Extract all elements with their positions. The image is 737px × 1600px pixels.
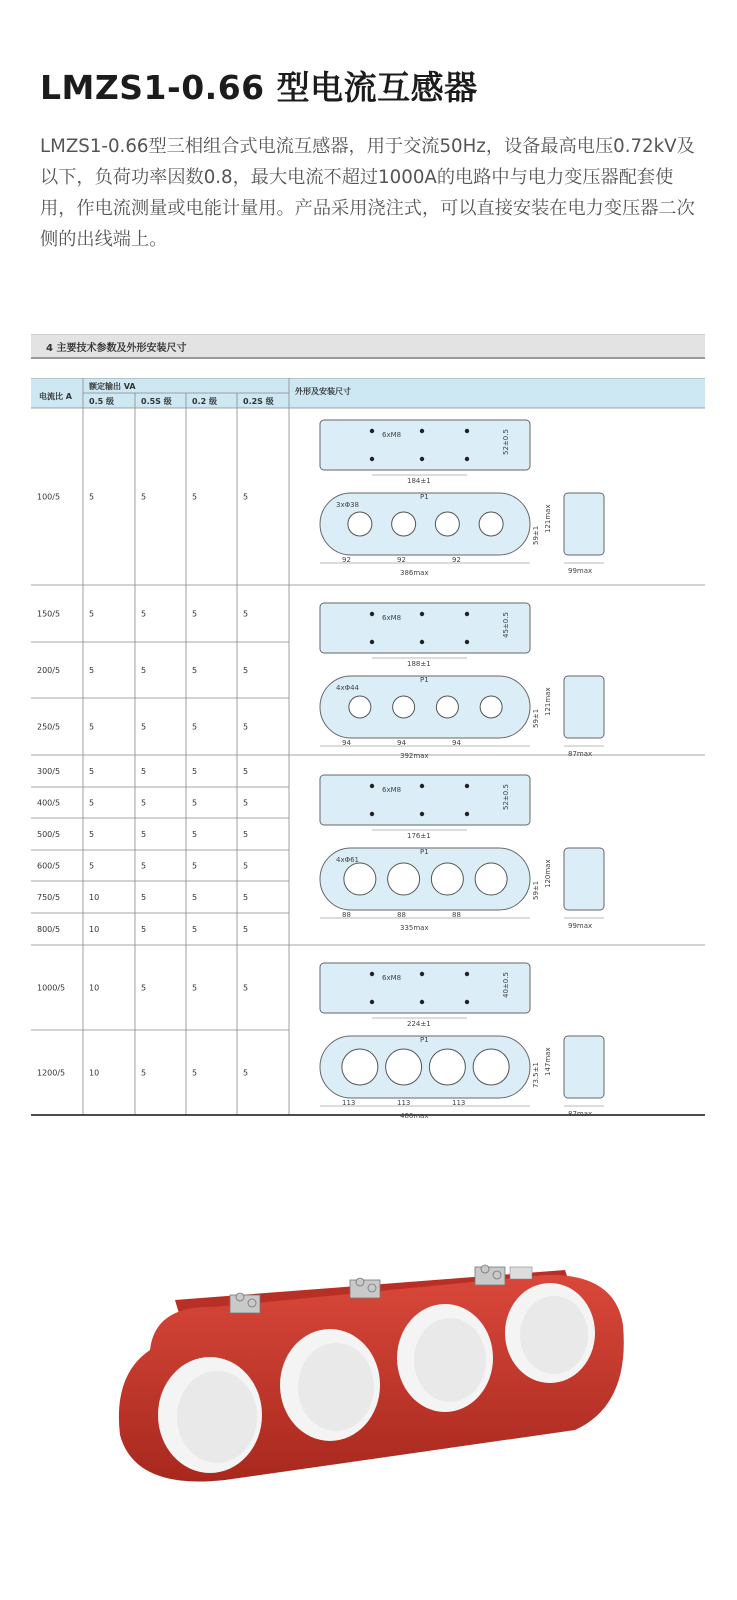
spacing-label: 92 — [452, 556, 461, 564]
hole — [473, 1049, 509, 1085]
pitch-label: 188±1 — [407, 660, 431, 668]
screw-mark — [465, 429, 469, 433]
screw-mark — [420, 784, 424, 788]
p1-label: P1 — [420, 848, 429, 856]
hole — [475, 863, 507, 895]
depth-label: 99max — [568, 567, 593, 575]
dimension-drawing-3 — [312, 770, 642, 940]
holes-label: 3xΦ38 — [336, 501, 360, 509]
screw-mark — [465, 784, 469, 788]
top-view — [320, 603, 530, 653]
screw-mark — [420, 972, 424, 976]
hv-label: 45±0.5 — [502, 612, 510, 638]
cell-va-10-3: 5 — [243, 983, 249, 993]
cell-va-1-1: 5 — [141, 609, 147, 619]
spacing-label: 94 — [342, 739, 351, 747]
cell-va-4-1: 5 — [141, 767, 147, 776]
screw-mark — [370, 812, 374, 816]
col-class-1: 0.5S 级 — [141, 397, 172, 406]
cell-va-1-0: 5 — [89, 609, 95, 619]
cell-ratio-1: 150/5 — [37, 609, 61, 619]
cell-va-8-2: 5 — [192, 893, 198, 902]
cell-va-8-3: 5 — [243, 893, 249, 902]
cell-ratio-9: 800/5 — [37, 925, 61, 934]
cell-va-2-3: 5 — [243, 666, 249, 675]
cell-va-0-0: 5 — [89, 492, 95, 502]
screw-mark — [370, 1000, 374, 1004]
hole — [348, 512, 372, 536]
p1-label: P1 — [420, 1036, 429, 1044]
side-view — [564, 1036, 604, 1098]
hole — [480, 696, 502, 718]
section-header — [31, 334, 705, 359]
screw-label: 6xM8 — [382, 974, 402, 982]
hole — [393, 696, 415, 718]
cell-va-4-2: 5 — [192, 767, 198, 776]
screw-mark — [465, 1000, 469, 1004]
screw-mark — [420, 640, 424, 644]
cell-va-4-0: 5 — [89, 767, 95, 776]
screw-mark — [370, 784, 374, 788]
h2-label: 121max — [544, 687, 552, 716]
cell-ratio-8: 750/5 — [37, 893, 61, 902]
cell-va-11-0: 10 — [89, 1068, 100, 1078]
col-class-0: 0.5 级 — [89, 397, 114, 406]
depth-label: 87max — [568, 1110, 593, 1118]
nameplate — [510, 1267, 532, 1279]
holes-label: 4xΦ61 — [336, 856, 360, 864]
cell-va-2-0: 5 — [89, 666, 95, 675]
cell-ratio-5: 400/5 — [37, 798, 61, 808]
cell-va-5-0: 5 — [89, 798, 95, 808]
cell-va-11-2: 5 — [192, 1068, 198, 1078]
top-view — [320, 963, 530, 1013]
dimension-drawing-1 — [312, 415, 642, 585]
cell-va-11-3: 5 — [243, 1068, 249, 1078]
hole — [388, 863, 420, 895]
cell-ratio-3: 250/5 — [37, 722, 61, 732]
pitch-label: 224±1 — [407, 1020, 431, 1028]
screw-label: 6xM8 — [382, 786, 402, 794]
hole — [342, 1049, 378, 1085]
cell-va-11-1: 5 — [141, 1068, 147, 1078]
cell-va-2-2: 5 — [192, 666, 198, 675]
cell-ratio-11: 1200/5 — [37, 1068, 66, 1078]
screw-mark — [465, 972, 469, 976]
cell-va-3-0: 5 — [89, 722, 95, 732]
cell-ratio-2: 200/5 — [37, 666, 61, 675]
screw-label: 6xM8 — [382, 614, 402, 622]
cell-va-9-1: 5 — [141, 925, 147, 934]
intro-paragraph: LMZS1-0.66型三相组合式电流互感器，用于交流50Hz，设备最高电压0.72kV及以下，负荷功率因数0.8，最大电流不超过1000A的电路中与电力变压器配套使用，作电流测量或电能计量用。产品采用浇注式，可以直接安装在电力变压器二次侧的出线端上。 — [40, 136, 695, 250]
hv-label: 52±0.5 — [502, 429, 510, 455]
hole — [479, 512, 503, 536]
dimension-drawing-2 — [312, 598, 642, 768]
cell-ratio-10: 1000/5 — [37, 983, 66, 993]
cell-va-1-3: 5 — [243, 609, 249, 619]
length-label: 392max — [400, 752, 429, 760]
page-title: LMZS1-0.66 型电流互感器 — [40, 68, 478, 107]
product-photo — [95, 1245, 635, 1505]
screw-mark — [420, 429, 424, 433]
h2-label: 147max — [544, 1047, 552, 1076]
spacing-label: 92 — [397, 556, 406, 564]
length-label: 386max — [400, 569, 429, 577]
cell-va-9-0: 10 — [89, 925, 100, 934]
cell-va-5-1: 5 — [141, 798, 147, 808]
cell-va-3-2: 5 — [192, 722, 198, 732]
top-view — [320, 420, 530, 470]
cell-ratio-7: 600/5 — [37, 861, 61, 871]
spacing-label: 88 — [342, 911, 351, 919]
spacing-label: 113 — [342, 1099, 356, 1107]
cell-va-10-0: 10 — [89, 983, 100, 993]
spacing-label: 92 — [342, 556, 351, 564]
screw-mark — [420, 1000, 424, 1004]
cell-ratio-0: 100/5 — [37, 492, 61, 502]
screw-mark — [420, 457, 424, 461]
hole — [344, 863, 376, 895]
cell-va-0-2: 5 — [192, 492, 198, 502]
cell-va-9-3: 5 — [243, 925, 249, 934]
screw-mark — [465, 812, 469, 816]
cell-va-4-3: 5 — [243, 767, 249, 776]
cell-va-1-2: 5 — [192, 609, 198, 619]
cell-va-0-3: 5 — [243, 492, 249, 502]
cell-va-9-2: 5 — [192, 925, 198, 934]
cell-va-7-1: 5 — [141, 861, 147, 871]
spacing-label: 113 — [452, 1099, 466, 1107]
screw-mark — [370, 612, 374, 616]
holes-label: 4xΦ44 — [336, 684, 360, 692]
cell-ratio-6: 500/5 — [37, 830, 61, 839]
cell-va-10-1: 5 — [141, 983, 147, 993]
h2-label: 121max — [544, 504, 552, 533]
hole — [435, 512, 459, 536]
screw-label: 6xM8 — [382, 431, 402, 439]
hole — [429, 1049, 465, 1085]
cell-va-3-1: 5 — [141, 722, 147, 732]
hv-label: 40±0.5 — [502, 972, 510, 998]
h1-label: 59±1 — [532, 880, 540, 900]
hv-label: 52±0.5 — [502, 784, 510, 810]
dimension-drawing-4 — [312, 958, 642, 1128]
screw-mark — [465, 457, 469, 461]
length-label: 480max — [400, 1112, 429, 1120]
hole — [386, 1049, 422, 1085]
spacing-label: 94 — [397, 739, 406, 747]
h1-label: 73.5±1 — [532, 1062, 540, 1088]
cell-va-7-2: 5 — [192, 861, 198, 871]
screw-mark — [465, 612, 469, 616]
hole — [436, 696, 458, 718]
screw-mark — [465, 640, 469, 644]
pitch-label: 184±1 — [407, 477, 431, 485]
cell-va-3-3: 5 — [243, 722, 249, 732]
col-class-3: 0.2S 级 — [243, 397, 274, 406]
length-label: 335max — [400, 924, 429, 932]
h1-label: 59±1 — [532, 525, 540, 545]
cell-va-8-0: 10 — [89, 893, 100, 902]
cell-va-2-1: 5 — [141, 666, 147, 675]
cell-va-0-1: 5 — [141, 492, 147, 502]
cell-va-5-3: 5 — [243, 798, 249, 808]
hole — [431, 863, 463, 895]
spacing-label: 113 — [397, 1099, 411, 1107]
cell-va-7-3: 5 — [243, 861, 249, 871]
depth-label: 99max — [568, 922, 593, 930]
pitch-label: 176±1 — [407, 832, 431, 840]
side-view — [564, 676, 604, 738]
depth-label: 87max — [568, 750, 593, 758]
p1-label: P1 — [420, 676, 429, 684]
col-class-2: 0.2 级 — [192, 397, 217, 406]
col-drawing: 外形及安装尺寸 — [295, 387, 351, 396]
section-title: 4 主要技术参数及外形安装尺寸 — [46, 343, 187, 354]
cell-va-6-0: 5 — [89, 830, 95, 839]
cell-va-6-3: 5 — [243, 830, 249, 839]
screw-mark — [370, 972, 374, 976]
col-ratio: 电流比 A — [39, 392, 72, 401]
cell-va-6-1: 5 — [141, 830, 147, 839]
h1-label: 59±1 — [532, 708, 540, 728]
hole — [349, 696, 371, 718]
screw-mark — [420, 812, 424, 816]
cell-va-6-2: 5 — [192, 830, 198, 839]
cell-ratio-4: 300/5 — [37, 767, 61, 776]
cell-va-10-2: 5 — [192, 983, 198, 993]
side-view — [564, 848, 604, 910]
col-output-group: 额定输出 VA — [89, 382, 136, 391]
screw-mark — [420, 612, 424, 616]
spacing-label: 88 — [452, 911, 461, 919]
top-view — [320, 775, 530, 825]
p1-label: P1 — [420, 493, 429, 501]
h2-label: 120max — [544, 859, 552, 888]
cell-va-8-1: 5 — [141, 893, 147, 902]
cell-va-7-0: 5 — [89, 861, 95, 871]
screw-mark — [370, 457, 374, 461]
spacing-label: 88 — [397, 911, 406, 919]
cell-va-5-2: 5 — [192, 798, 198, 808]
screw-mark — [370, 640, 374, 644]
screw-mark — [370, 429, 374, 433]
hole — [392, 512, 416, 536]
spacing-label: 94 — [452, 739, 461, 747]
side-view — [564, 493, 604, 555]
